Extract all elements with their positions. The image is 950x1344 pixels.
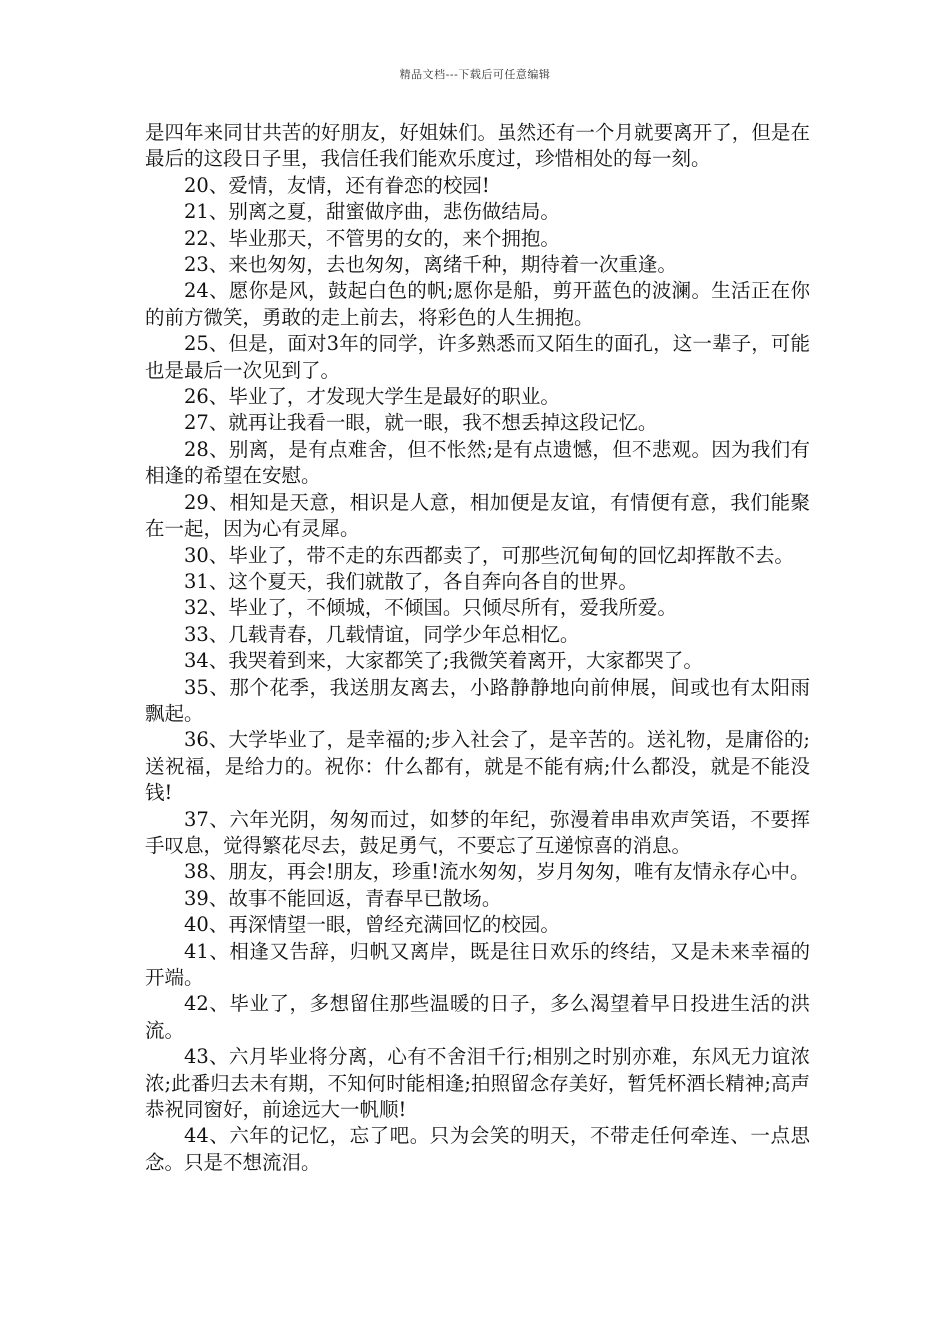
paragraph: 30、毕业了，带不走的东西都卖了，可那些沉甸甸的回忆却挥散不去。 bbox=[184, 543, 794, 567]
paragraph: 25、但是，面对3年的同学，许多熟悉而又陌生的面孔，这一辈子，可能也是最后一次见到了。 bbox=[145, 332, 810, 382]
paragraph: 43、六月毕业将分离，心有不舍泪千行;相别之时别亦难，东风无力谊浓浓;此番归去未有期，不知何时能相逢;拍照留念存美好，暂凭杯酒长精神;高声恭祝同窗好，前途远大一帆顺! bbox=[145, 1045, 810, 1122]
paragraph: 31、这个夏天，我们就散了，各自奔向各自的世界。 bbox=[184, 569, 638, 593]
paragraph: 37、六年光阴，匆匆而过，如梦的年纪，弥漫着串串欢声笑语，不要挥手叹息，觉得繁花尽去，鼓足勇气，不要忘了互递惊喜的消息。 bbox=[145, 807, 810, 857]
paragraph: 40、再深情望一眼，曾经充满回忆的校园。 bbox=[184, 913, 560, 937]
paragraph: 22、毕业那天，不管男的女的，来个拥抱。 bbox=[184, 226, 560, 250]
page-header: 精品文档---下载后可任意编辑 bbox=[399, 68, 551, 81]
paragraph: 26、毕业了，才发现大学生是最好的职业。 bbox=[184, 385, 560, 409]
paragraph: 32、毕业了，不倾城，不倾国。只倾尽所有，爱我所爱。 bbox=[184, 596, 677, 620]
paragraph: 23、来也匆匆，去也匆匆，离绪千种，期待着一次重逢。 bbox=[184, 253, 677, 277]
paragraph: 35、那个花季，我送朋友离去，小路静静地向前伸展，间或也有太阳雨飘起。 bbox=[145, 675, 810, 725]
paragraph: 34、我哭着到来，大家都笑了;我微笑着离开，大家都哭了。 bbox=[184, 649, 703, 673]
paragraph: 38、朋友，再会!朋友，珍重!流水匆匆，岁月匆匆，唯有友情永存心中。 bbox=[184, 860, 810, 884]
paragraph: 36、大学毕业了，是幸福的;步入社会了，是辛苦的。送礼物，是庸俗的;送祝福，是给力的。祝你：什么都有，就是不能有病;什么都没，就是不能没钱! bbox=[145, 728, 810, 805]
paragraph: 41、相逢又告辞，归帆又离岸，既是往日欢乐的终结，又是未来幸福的开端。 bbox=[145, 939, 810, 989]
paragraph: 42、毕业了，多想留住那些温暖的日子，多么渴望着早日投进生活的洪流。 bbox=[145, 992, 810, 1042]
paragraph: 20、爱情，友情，还有眷恋的校园! bbox=[184, 173, 490, 197]
paragraph: 27、就再让我看一眼，就一眼，我不想丢掉这段记忆。 bbox=[184, 411, 658, 435]
paragraph: 28、别离，是有点难舍，但不怅然;是有点遗憾，但不悲观。因为我们有相逢的希望在安慰。 bbox=[145, 437, 810, 488]
paragraph: 是四年来同甘共苦的好朋友，好姐妹们。虽然还有一个月就要离开了，但是在最后的这段日子里，我信任我们能欢乐度过，珍惜相处的每一刻。 bbox=[145, 121, 810, 171]
document-body bbox=[145, 120, 810, 1176]
paragraph: 21、别离之夏，甜蜜做序曲，悲伤做结局。 bbox=[184, 200, 560, 224]
paragraph: 39、故事不能回返，青春早已散场。 bbox=[184, 886, 502, 910]
paragraph: 44、六年的记忆，忘了吧。只为会笑的明天，不带走任何牵连、一点思念。只是不想流泪。 bbox=[145, 1124, 810, 1174]
paragraph: 29、相知是天意，相识是人意，相加便是友谊，有情便有意，我们能聚在一起，因为心有灵犀。 bbox=[145, 490, 810, 541]
paragraph: 24、愿你是风，鼓起白色的帆;愿你是船，剪开蓝色的波澜。生活正在你的前方微笑，勇敢的走上前去，将彩色的人生拥抱。 bbox=[145, 279, 810, 329]
paragraph: 33、几载青春，几载情谊，同学少年总相忆。 bbox=[184, 622, 580, 646]
